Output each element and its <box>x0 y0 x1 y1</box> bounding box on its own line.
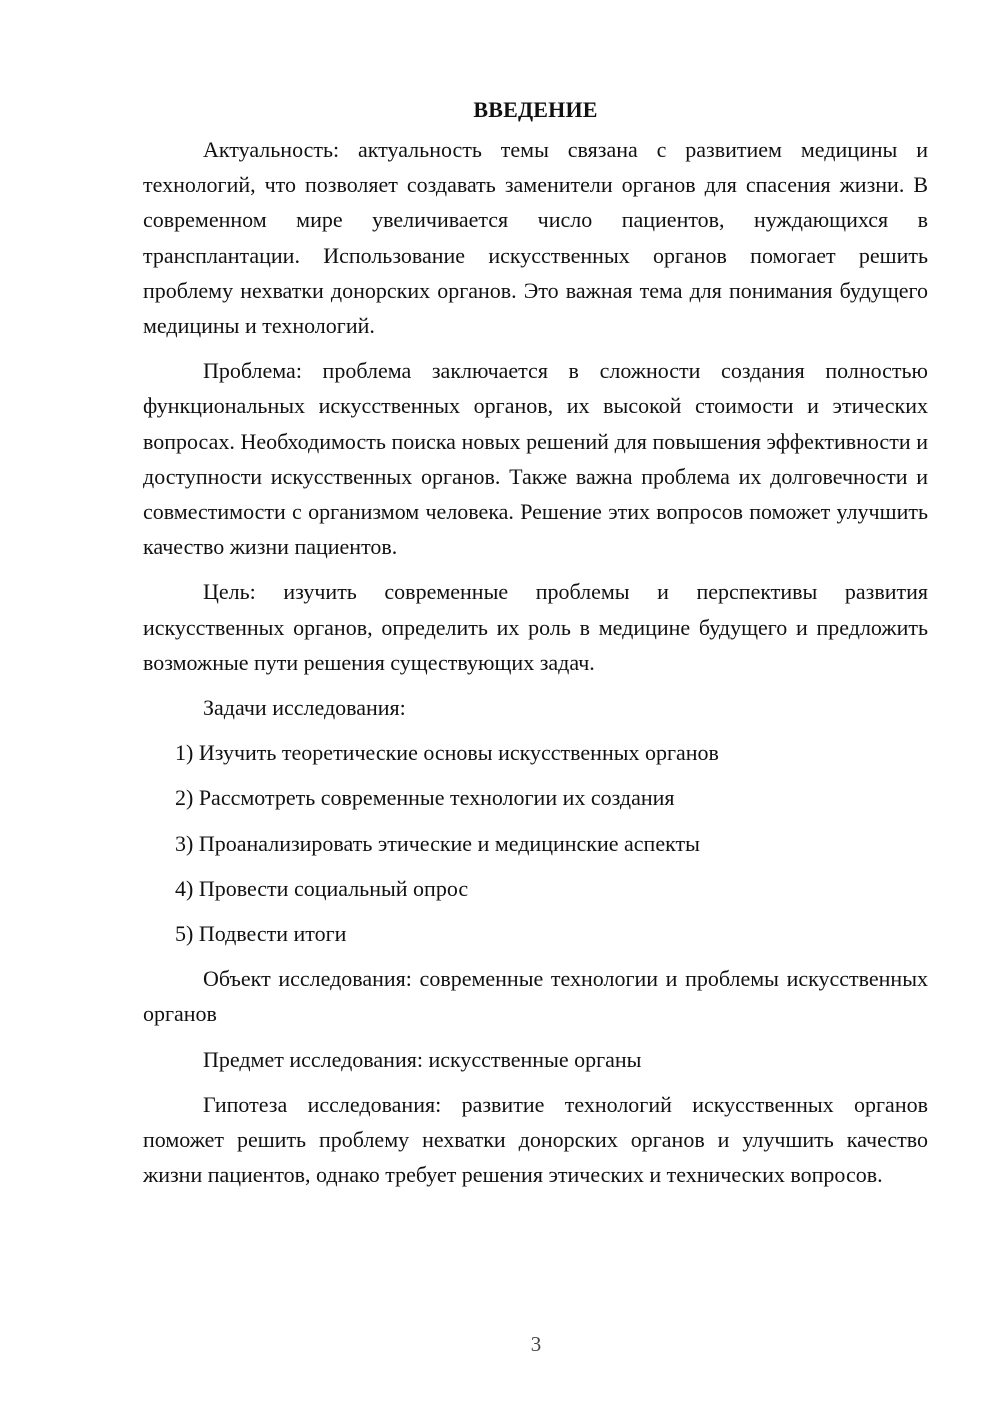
tasks-label: Задачи исследования: <box>203 695 406 721</box>
paragraph-object: Объект исследования: современные технологии и проблемы искусственных органов <box>143 966 928 1027</box>
paragraph-subject: Предмет исследования: искусственные органы <box>203 1046 642 1072</box>
list-item: 3) Проанализировать этические и медицинские аспекты <box>175 830 700 856</box>
list-item: 2) Рассмотреть современные технологии их создания <box>175 785 675 811</box>
list-item: 1) Изучить теоретические основы искусственных органов <box>175 740 719 766</box>
list-item: 4) Провести социальный опрос <box>175 875 469 901</box>
document-page <box>143 94 928 1202</box>
page-number: 3 <box>530 1332 542 1356</box>
list-item: 5) Подвести итоги <box>175 921 347 947</box>
section-heading: ВВЕДЕНИЕ <box>473 97 598 122</box>
paragraph-relevance: Актуальность: актуальность темы связана с развитием медицины и технологий, что позволяет создавать заменители органов для спасения жизни. В современном мире увеличивается число пациентов, нуждающихся в трансплантации. Использование искусственных органов помогает решить проблему нехватки донорских органов. Это важная тема для понимания будущего медицины и технологий. <box>143 137 928 339</box>
tasks-list <box>143 735 928 951</box>
paragraph-hypothesis: Гипотеза исследования: развитие технологий искусственных органов поможет решить проблему нехватки донорских органов и улучшить качество жизни пациентов, однако требует решения этических и технических вопросов. <box>143 1091 928 1188</box>
paragraph-goal: Цель: изучить современные проблемы и перспективы развития искусственных органов, определить их роль в медицине будущего и предложить возможные пути решения существующих задач. <box>143 579 928 675</box>
paragraph-problem: Проблема: проблема заключается в сложности создания полностью функциональных искусственных органов, их высокой стоимости и этических вопросах. Необходимость поиска новых решений для повышения эффективности и доступности искусственных органов. Также важна проблема их долговечности и совместимости с организмом человека. Решение этих вопросов поможет улучшить качество жизни пациентов. <box>143 358 928 560</box>
